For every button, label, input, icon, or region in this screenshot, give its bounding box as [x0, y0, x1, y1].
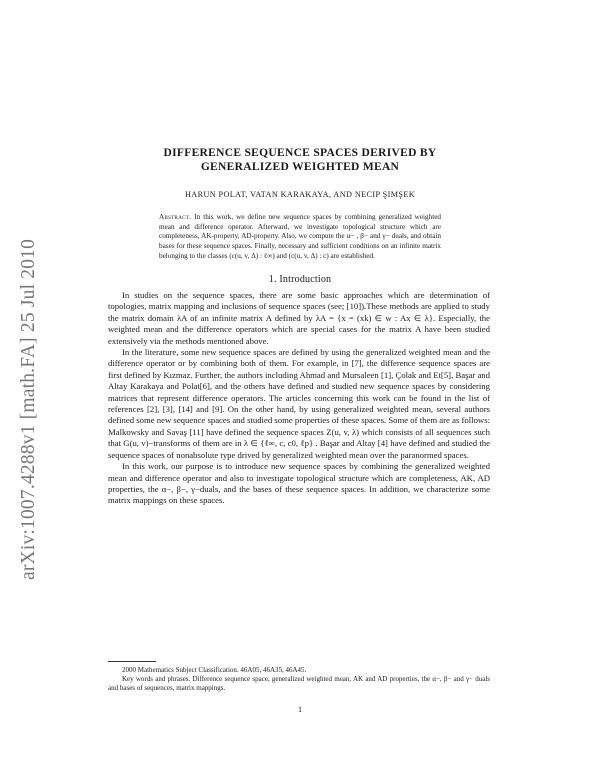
- paragraph: In the literature, some new sequence spaces are defined by using the generalized weighted mean and the difference operator or by combining both of them. For example, in [7], the difference sequence spaces are first defined by Kızmaz. Further, the authors including Ahmad and Mursaleen [1], Çolak and Et[5], Başar and Altay Karakaya and Polat[6], and the others have defined and studied new sequence spaces by considering matrices that represent difference operators. The articles concerning this work can be found in the list of references [2], [3], [14] and [9]. On the other hand, by using generalized weighted mean, several authors defined some new sequence spaces and studied some properties of these spaces. Some of them are as follows: Malkowsky and Savaş [11] have defined the sequence spaces Z(u, v, λ) which consists of all sequences such that G(u, v)−transforms of them are in λ ∈ {ℓ∞, c, c0, ℓp} . Başar and Altay [4] have defined and studied the sequence spaces of nonabsolute type drived by generalized weighted mean over the paranormed spaces.: [108, 347, 490, 460]
- paper-title: [120, 146, 480, 174]
- title-line-2: GENERALIZED WEIGHTED MEAN: [200, 161, 400, 173]
- footnotes: [108, 666, 490, 694]
- introduction-body: [108, 290, 490, 507]
- paragraph: In studies on the sequence spaces, there are some basic approaches which are determination of topologies, matrix mapping and inclusions of sequence spaces (see; [10]).These methods are applied to study the matrix domain λA of an infinite matrix A defined by λA = {x = (xk) ∈ w : Ax ∈ λ}. Especially, the weighted mean and the difference operators which are special cases for the matrix A have been studied extensively via the methods mentioned above.: [108, 290, 490, 346]
- section-heading: 1. Introduction: [268, 274, 332, 285]
- abstract-label: Abstract.: [159, 213, 192, 221]
- page-number: 1: [298, 705, 302, 714]
- abstract-text: In this work, we define new sequence spaces by combining generalized weighted mean and difference operator. Afterward, we investigate topological structure which are completeness, AK-property, AD-property. Also, we compute the α− , β− and γ− duals, and obtain bases for these sequence spaces. Finally, necessary and sufficient conditions on an infinite matrix belonging to the classes (c(u, v, Δ) : ℓ∞) and (c(u, v, Δ) : c) are established.: [159, 213, 442, 260]
- arxiv-identifier-stamp: arXiv:1007.4288v1 [math.FA] 25 Jul 2010: [18, 238, 39, 580]
- footnote-msc: 2000 Mathematics Subject Classification. 46A05, 46A35, 46A45.: [122, 666, 307, 674]
- abstract: [159, 213, 441, 262]
- title-line-1: DIFFERENCE SEQUENCE SPACES DERIVED BY: [163, 147, 437, 159]
- author-list: HARUN POLAT, VATAN KARAKAYA, AND NECIP ŞIMŞEK: [184, 190, 416, 199]
- paragraph: In this work, our purpose is to introduce new sequence spaces by combining the generalized weighted mean and difference operator and also to investigate topological structure which are completeness, AK, AD properties, the α−, β−, γ−duals, and the bases of these sequence spaces. In addition, we characterize some matrix mappings on these spaces.: [108, 461, 490, 506]
- footnote-rule: [108, 661, 156, 662]
- footnote-keywords: Key words and phrases. Difference sequence space, generalized weighted mean, AK and AD properties, the α−, β− and γ− duals and bases of sequences, matrix mappings.: [108, 675, 490, 693]
